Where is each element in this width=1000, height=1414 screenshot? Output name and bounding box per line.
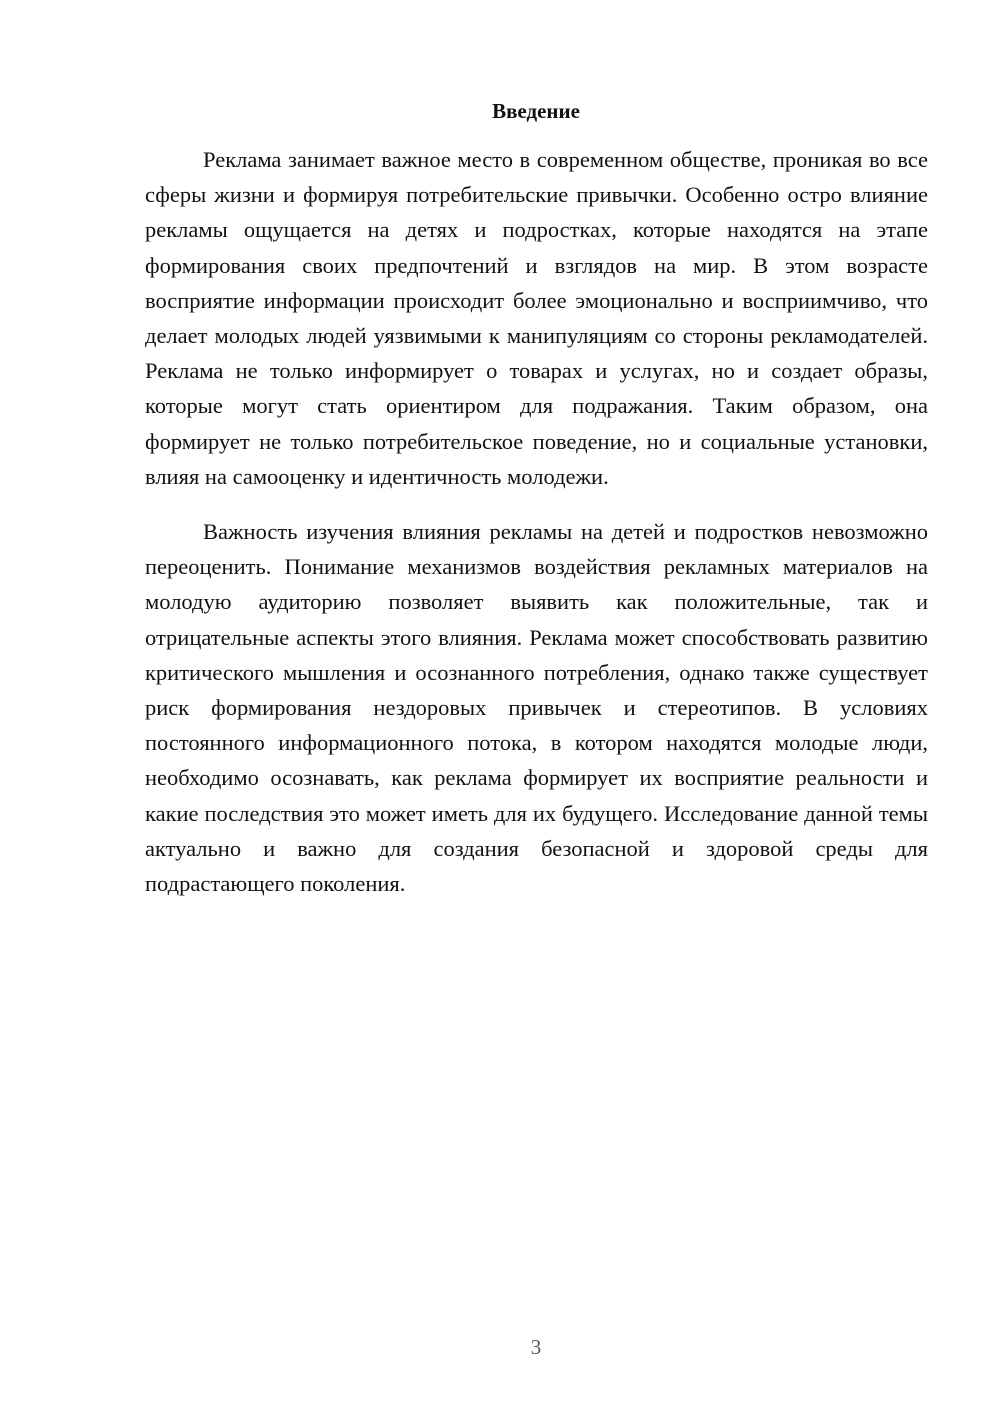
page-number: 3 (530, 1335, 542, 1359)
paragraph-2: Важность изучения влияния рекламы на детей и подростков невозможно переоценить. Понимание механизмов воздействия рекламных материалов на молодую аудиторию позволяет выявить как положительные, так и отрицательные аспекты этого влияния. Реклама может способствовать развитию критического мышления и осознанного потребления, однако также существует риск формирования нездоровых привычек и стереотипов. В условиях постоянного информационного потока, в котором находятся молодые люди, необходимо осознавать, как реклама формирует их восприятие реальности и какие последствия это может иметь для их будущего. Исследование данной темы актуально и важно для создания безопасной и здоровой среды для подрастающего поколения. (145, 519, 928, 897)
document-body (145, 142, 928, 901)
page-title: Введение (492, 99, 580, 123)
paragraph-1: Реклама занимает важное место в современном обществе, проникая во все сферы жизни и формируя потребительские привычки. Особенно остро влияние рекламы ощущается на детях и подростках, которые находятся на этапе формирования своих предпочтений и взглядов на мир. В этом возрасте восприятие информации происходит более эмоционально и восприимчиво, что делает молодых людей уязвимыми к манипуляциям со стороны рекламодателей. Реклама не только информирует о товарах и услугах, но и создает образы, которые могут стать ориентиром для подражания. Таким образом, она формирует не только потребительское поведение, но и социальные установки, влияя на самооценку и идентичность молодежи. (145, 147, 928, 489)
